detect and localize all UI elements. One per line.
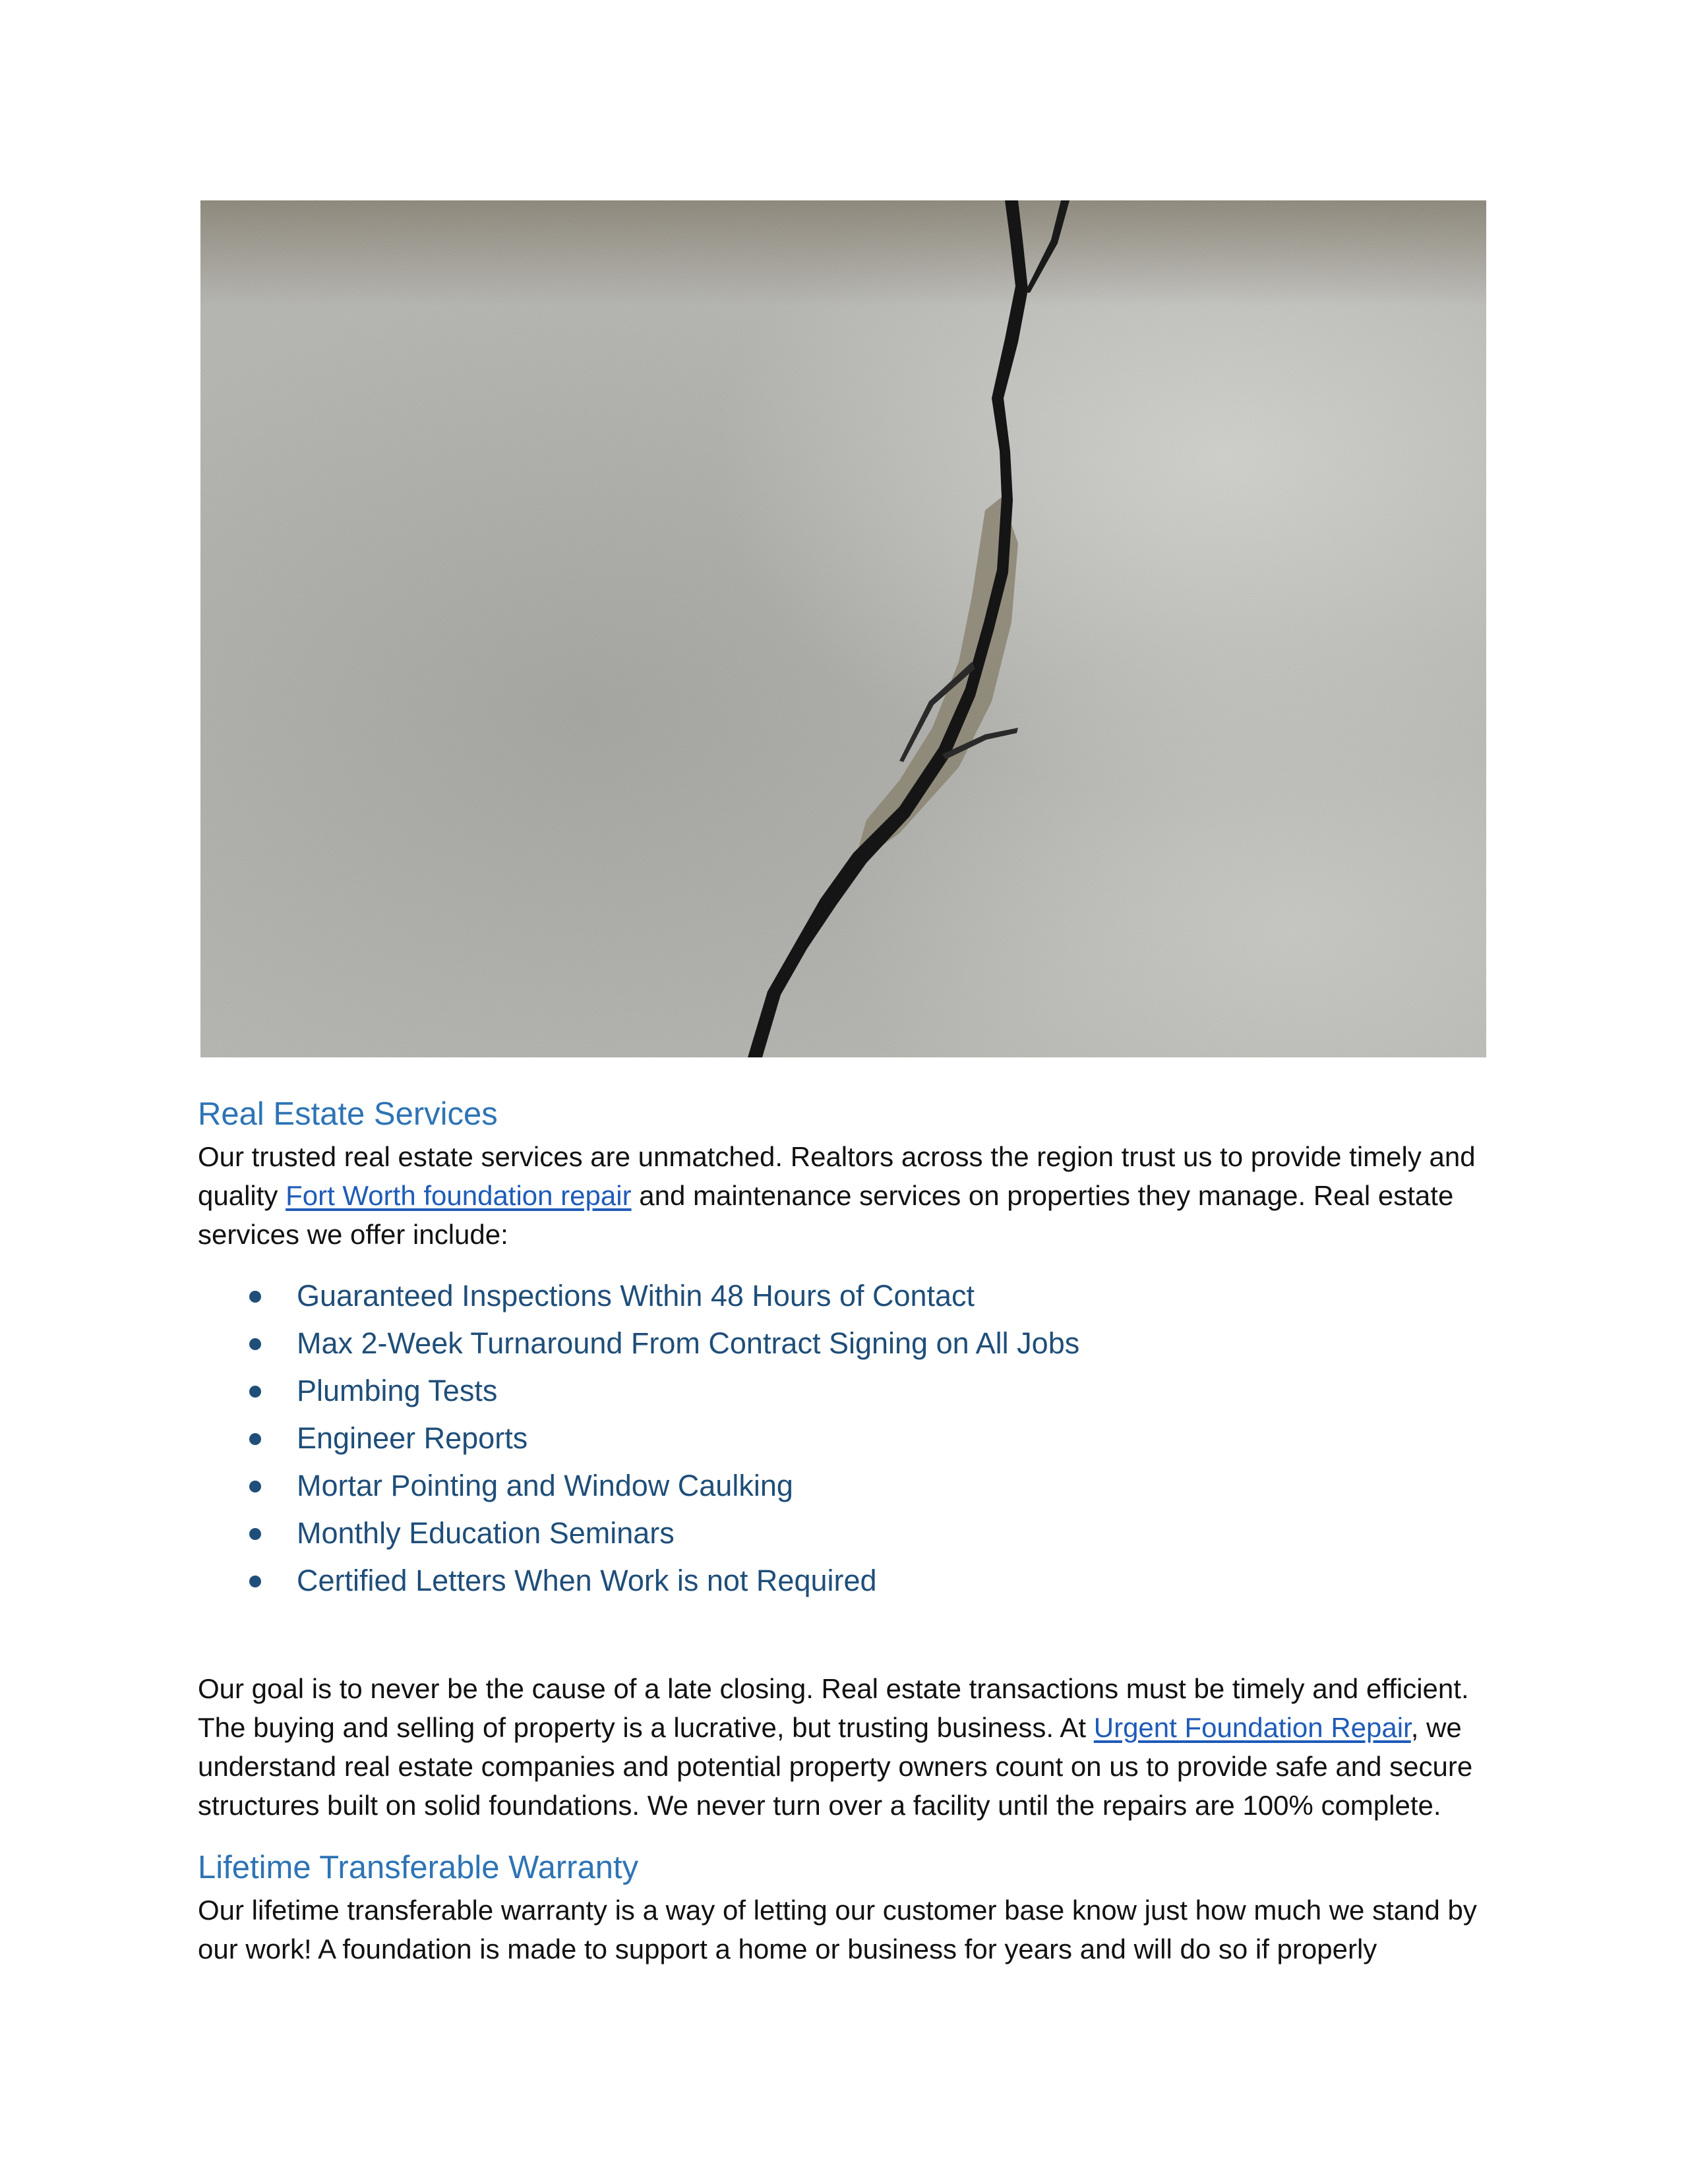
warranty-paragraph: Our lifetime transferable warranty is a way of letting our customer base know just how much we stand by our work! A foundation is made to support a home or business for years and will do so if properly (198, 1895, 1477, 1964)
intro-paragraph (198, 1137, 1490, 1254)
section-heading-real-estate: Real Estate Services (198, 1096, 498, 1132)
list-item (198, 1367, 1490, 1415)
spacer (198, 1825, 1490, 1845)
urgent-foundation-repair-link[interactable]: Urgent Foundation Repair (1093, 1712, 1411, 1743)
list-item-label: Monthly Education Seminars (297, 1516, 675, 1550)
list-item (198, 1557, 1490, 1605)
intro-text-part2: and maintenance services on properties they manage. Real estate services we offer include: (198, 1180, 1454, 1250)
bullet-icon (249, 1433, 261, 1445)
list-item-label: Certified Letters When Work is not Required (297, 1564, 877, 1597)
bullet-icon (249, 1386, 261, 1398)
list-item-label: Mortar Pointing and Window Caulking (297, 1469, 793, 1502)
list-item (198, 1272, 1490, 1320)
list-item-label: Guaranteed Inspections Within 48 Hours of Contact (297, 1279, 975, 1313)
list-item (198, 1510, 1490, 1557)
bullet-icon (249, 1291, 261, 1303)
goal-text-part2: , we understand real estate companies and potential property owners count on us to provide safe and secure structures built on solid foundations. We never turn over a facility until the repairs are 100% complete. (198, 1712, 1473, 1821)
list-item-label: Engineer Reports (297, 1421, 528, 1455)
list-item (198, 1320, 1490, 1367)
intro-text-part1: Our trusted real estate services are unmatched. Realtors across the region trust us to provide timely and quality (198, 1141, 1476, 1211)
section-heading-warranty: Lifetime Transferable Warranty (198, 1850, 639, 1885)
list-item-label: Max 2-Week Turnaround From Contract Signing on All Jobs (297, 1326, 1080, 1360)
bullet-icon (249, 1576, 261, 1587)
goal-paragraph (198, 1669, 1490, 1825)
bullet-icon (249, 1481, 261, 1492)
bullet-icon (249, 1528, 261, 1540)
cracked-wall-photo (200, 200, 1486, 1057)
list-item (198, 1462, 1490, 1510)
goal-text-part1: Our goal is to never be the cause of a late closing. Real estate transactions must be timely and efficient. The buying and selling of property is a lucrative, but trusting business. At (198, 1673, 1469, 1743)
bullet-icon (249, 1338, 261, 1350)
spacer (198, 1605, 1490, 1669)
list-item-label: Plumbing Tests (297, 1374, 498, 1407)
services-list (198, 1272, 1490, 1605)
article-content (198, 1091, 1490, 1968)
list-item (198, 1415, 1490, 1462)
fort-worth-foundation-repair-link[interactable]: Fort Worth foundation repair (286, 1180, 632, 1211)
